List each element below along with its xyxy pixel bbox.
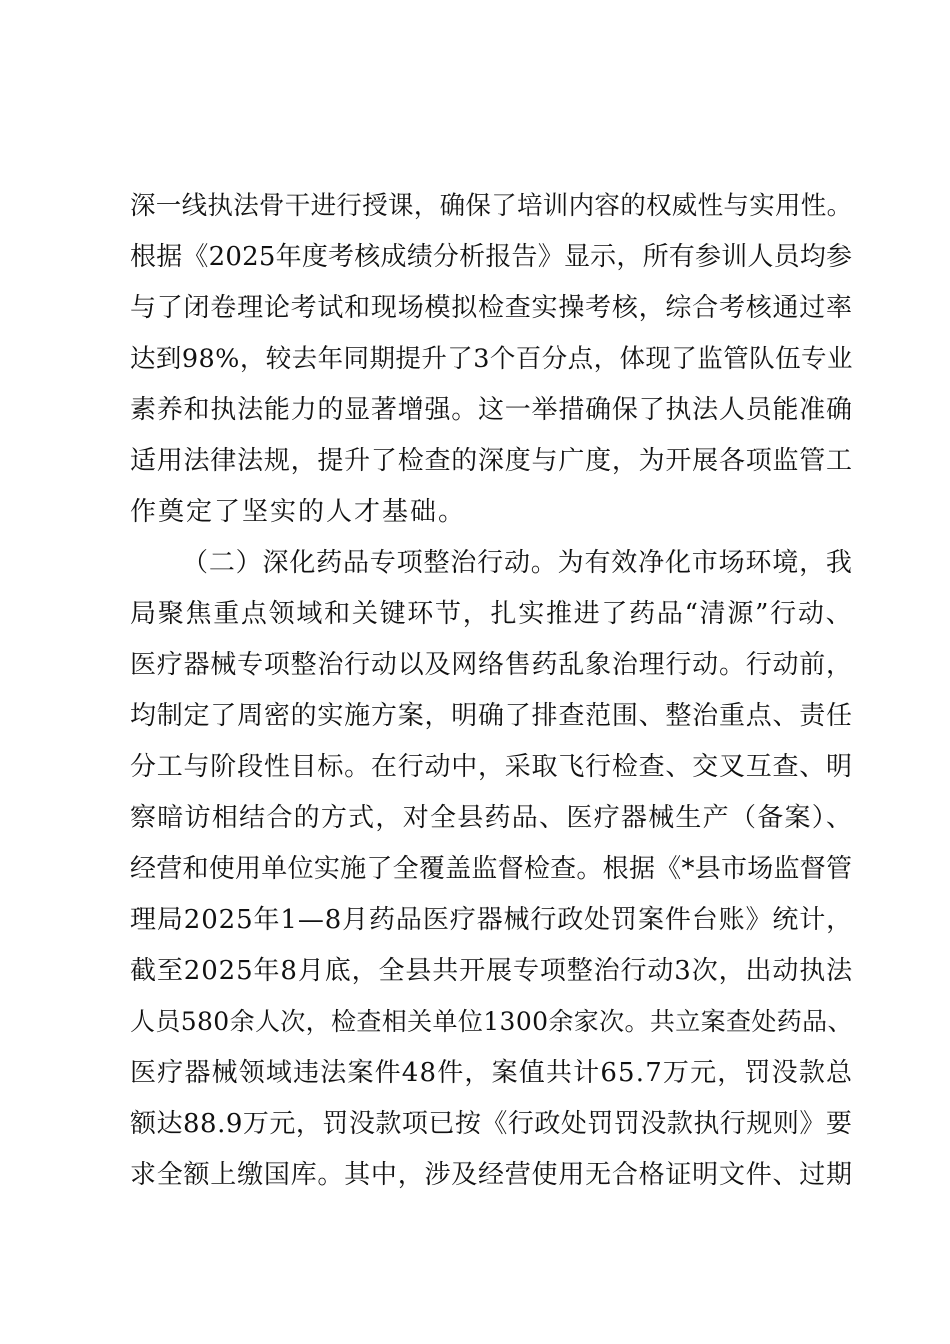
text-line: 截至2025年8月底，全县共开展专项整治行动3次，出动执法 xyxy=(130,956,854,986)
text-line: 医疗器械专项整治行动以及网络售药乱象治理行动。行动前， xyxy=(130,650,853,680)
text-line: 均制定了周密的实施方案，明确了排查范围、整治重点、责任 xyxy=(130,701,853,731)
text-line: 适用法律法规，提升了检查的深度与广度，为开展各项监管工 xyxy=(130,446,853,476)
text-line: 深一线执法骨干进行授课，确保了培训内容的权威性与实用性。 xyxy=(130,191,853,221)
text-line: 与了闭卷理论考试和现场模拟检查实操考核，综合考核通过率 xyxy=(130,293,853,323)
text-line: 根据《2025年度考核成绩分析报告》显示，所有参训人员均参 xyxy=(130,242,853,272)
text-line: 达到98%，较去年同期提升了3个百分点，体现了监管队伍专业 xyxy=(130,344,853,374)
text-line: 额达88.9万元，罚没款项已按《行政处罚罚没款执行规则》要 xyxy=(130,1109,853,1139)
text-line: 察暗访相结合的方式，对全县药品、医疗器械生产（备案）、 xyxy=(130,803,854,833)
text-line: 理局2025年1—8月药品医疗器械行政处罚案件台账》统计， xyxy=(130,905,854,935)
text-line: 求全额上缴国库。其中，涉及经营使用无合格证明文件、过期 xyxy=(130,1160,853,1190)
text-line: 经营和使用单位实施了全覆盖监督检查。根据《*县市场监督管 xyxy=(130,854,853,884)
text-line: 医疗器械领域违法案件48件，案值共计65.7万元，罚没款总 xyxy=(130,1058,854,1088)
text-line: 局聚焦重点领域和关键环节，扎实推进了药品“清源”行动、 xyxy=(130,599,854,629)
section-heading-line: （二）深化药品专项整治行动。为有效净化市场环境，我 xyxy=(182,548,853,578)
text-line: 人员580余人次，检查相关单位1300余家次。共立案查处药品、 xyxy=(130,1007,853,1036)
text-line: 分工与阶段性目标。在行动中，采取飞行检查、交叉互查、明 xyxy=(130,752,853,782)
text-line: 素养和执法能力的显著增强。这一举措确保了执法人员能准确 xyxy=(130,395,853,425)
text-line: 作奠定了坚实的人才基础。 xyxy=(130,497,467,527)
